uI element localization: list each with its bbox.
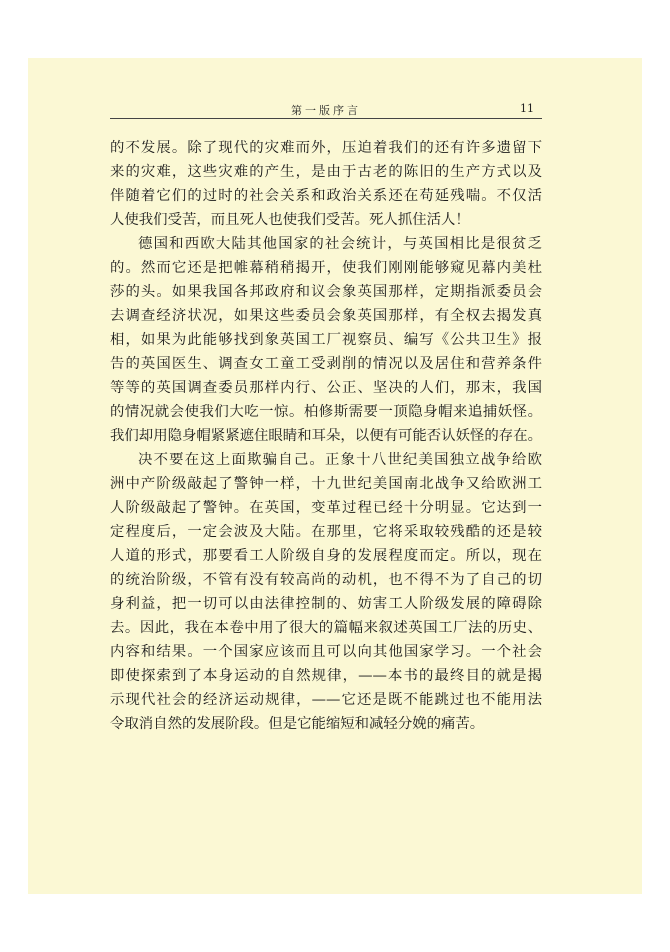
- header-title: 第一版序言: [291, 104, 361, 117]
- text-line: 莎的头。如果我国各邦政府和议会象英国那样，定期指派委员会: [110, 284, 542, 300]
- text-line: 德国和西欧大陆其他国家的社会统计，与英国相比是很贫乏: [138, 236, 542, 252]
- text-line: 人使我们受苦，而且死人也使我们受苦。死人抓住活人！: [110, 212, 470, 228]
- running-header: [110, 100, 542, 119]
- text-line: 的情况就会使我们大吃一惊。柏修斯需要一顶隐身帽来追捕妖怪。: [110, 404, 542, 420]
- text-line: 身利益，把一切可以由法律控制的、妨害工人阶级发展的障碍除: [110, 596, 542, 612]
- text-line: 去。因此，我在本卷中用了很大的篇幅来叙述英国工厂法的历史、: [110, 620, 542, 636]
- page-number: 11: [520, 102, 534, 115]
- text-line: 人道的形式，那要看工人阶级自身的发展程度而定。所以，现在: [110, 548, 542, 564]
- text-line: 来的灾难，这些灾难的产生，是由于古老的陈旧的生产方式以及: [110, 164, 542, 180]
- text-line: 等等的英国调查委员那样内行、公正、坚决的人们，那末，我国: [110, 380, 542, 396]
- text-line: 定程度后，一定会波及大陆。在那里，它将采取较残酷的还是较: [110, 524, 542, 540]
- text-line: 的统治阶级，不管有没有较高尚的动机，也不得不为了自己的切: [110, 572, 542, 588]
- text-line: 伴随着它们的过时的社会关系和政治关系还在苟延残喘。不仅活: [110, 188, 542, 204]
- text-line: 令取消自然的发展阶段。但是它能缩短和减轻分娩的痛苦。: [110, 716, 485, 732]
- text-line: 去调查经济状况，如果这些委员会象英国那样，有全权去揭发真: [110, 308, 542, 324]
- text-line: 人阶级敲起了警钟。在英国，变革过程已经十分明显。它达到一: [110, 500, 542, 516]
- text-line: 我们却用隐身帽紧紧遮住眼睛和耳朵，以便有可能否认妖怪的存在。: [110, 428, 542, 444]
- body-text: [110, 136, 542, 736]
- text-line: 洲中产阶级敲起了警钟一样，十九世纪美国南北战争又给欧洲工: [110, 476, 542, 492]
- text-line: 决不要在这上面欺骗自己。正象十八世纪美国独立战争给欧: [138, 452, 542, 468]
- paragraph-1: [110, 136, 542, 232]
- text-line: 告的英国医生、调查女工童工受剥削的情况以及居住和营养条件: [110, 356, 542, 372]
- text-line: 的。然而它还是把帷幕稍稍揭开，使我们刚刚能够窥见幕内美杜: [110, 260, 542, 276]
- text-line: 的不发展。除了现代的灾难而外，压迫着我们的还有许多遗留下: [110, 140, 542, 156]
- text-line: 示现代社会的经济运动规律，——它还是既不能跳过也不能用法: [110, 692, 542, 708]
- text-line: 即使探索到了本身运动的自然规律，——本书的最终目的就是揭: [110, 668, 542, 684]
- paragraph-2: [110, 232, 542, 448]
- paragraph-3: [110, 448, 542, 736]
- text-line: 内容和结果。一个国家应该而且可以向其他国家学习。一个社会: [110, 644, 542, 660]
- text-line: 相，如果为此能够找到象英国工厂视察员、编写《公共卫生》报: [110, 332, 542, 348]
